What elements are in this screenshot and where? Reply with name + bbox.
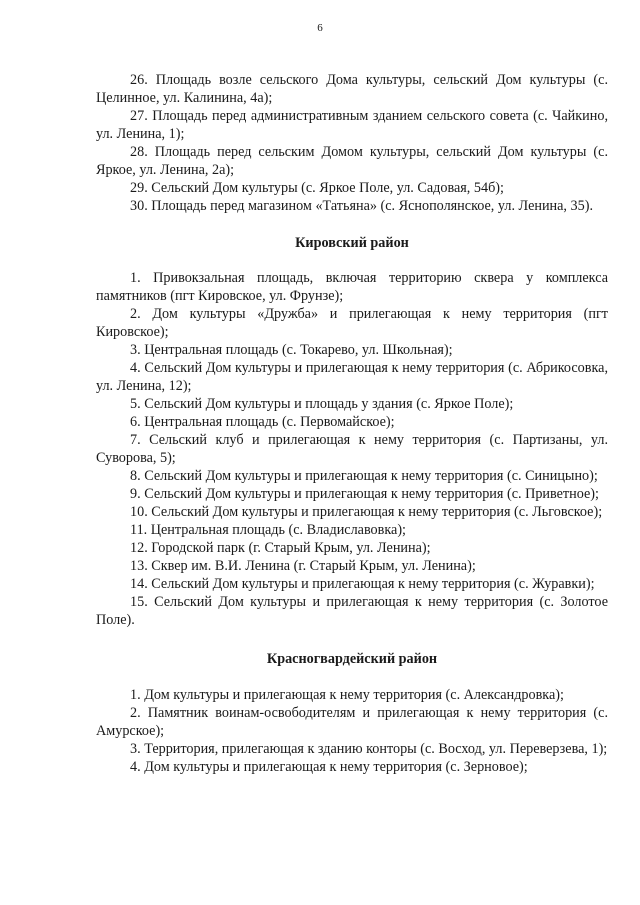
- document-body: [96, 71, 608, 776]
- list-item: 3. Центральная площадь (с. Токарево, ул. Школьная);: [130, 342, 453, 358]
- list-item: 2. Дом культуры «Дружба» и прилегающая к нему территория (пгт Кировское);: [96, 306, 608, 340]
- list-item: 2. Памятник воинам-освободителям и прилегающая к нему территория (с. Амурское);: [96, 705, 608, 739]
- list-item: 1. Дом культуры и прилегающая к нему территория (с. Александровка);: [130, 687, 564, 703]
- list-item: 9. Сельский Дом культуры и прилегающая к нему территория (с. Приветное);: [130, 486, 599, 502]
- list-item: 5. Сельский Дом культуры и площадь у здания (с. Яркое Поле);: [130, 396, 514, 412]
- list-item: 8. Сельский Дом культуры и прилегающая к нему территория (с. Синицыно);: [130, 468, 598, 484]
- list-item: 27. Площадь перед административным зданием сельского совета (с. Чайкино, ул. Ленина, 1);: [96, 108, 608, 142]
- list-item: 4. Сельский Дом культуры и прилегающая к нему территория (с. Абрикосовка, ул. Ленина, 12);: [96, 360, 608, 394]
- list-section-kirov: [96, 269, 608, 629]
- list-item: 6. Центральная площадь (с. Первомайское);: [130, 414, 395, 430]
- list-item: 11. Центральная площадь (с. Владиславовка);: [130, 522, 406, 538]
- list-item: 13. Сквер им. В.И. Ленина (г. Старый Крым, ул. Ленина);: [130, 558, 476, 574]
- page-number: 6: [317, 22, 323, 34]
- list-item: 10. Сельский Дом культуры и прилегающая к нему территория (с. Льговское);: [130, 504, 603, 520]
- list-item: 4. Дом культуры и прилегающая к нему территория (с. Зерновое);: [130, 759, 528, 775]
- list-section-krasnogvardeysky: [96, 686, 608, 776]
- list-section-continued: [96, 71, 608, 215]
- list-item: 14. Сельский Дом культуры и прилегающая к нему территория (с. Журавки);: [130, 576, 595, 592]
- list-item: 15. Сельский Дом культуры и прилегающая к нему территория (с. Золотое Поле).: [96, 594, 608, 628]
- list-item: 26. Площадь возле сельского Дома культуры, сельский Дом культуры (с. Целинное, ул. Калинина, 4а);: [96, 72, 608, 106]
- section-heading-krasnogvardeysky: Красногвардейский район: [266, 651, 438, 667]
- list-item: 7. Сельский клуб и прилегающая к нему территория (с. Партизаны, ул. Суворова, 5);: [96, 432, 608, 466]
- list-item: 3. Территория, прилегающая к зданию конторы (с. Восход, ул. Переверзева, 1);: [130, 741, 608, 757]
- list-item: 12. Городской парк (г. Старый Крым, ул. Ленина);: [130, 540, 431, 556]
- section-heading-kirov: Кировский район: [295, 235, 409, 251]
- list-item: 29. Сельский Дом культуры (с. Яркое Поле, ул. Садовая, 54б);: [130, 180, 504, 196]
- list-item: 30. Площадь перед магазином «Татьяна» (с. Яснополянское, ул. Ленина, 35).: [130, 198, 593, 214]
- list-item: 1. Привокзальная площадь, включая территорию сквера у комплекса памятников (пгт Кировское, ул. Фрунзе);: [96, 270, 608, 304]
- list-item: 28. Площадь перед сельским Домом культуры, сельский Дом культуры (с. Яркое, ул. Ленина, 2а);: [96, 144, 608, 178]
